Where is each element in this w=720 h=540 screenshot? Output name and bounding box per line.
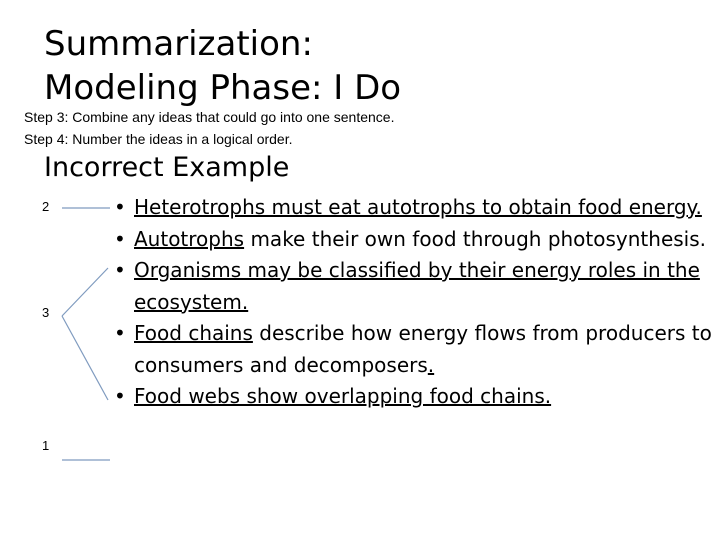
- bullet-4-end: .: [427, 352, 435, 377]
- bullet-1-underlined: Heterotrophs must eat autotrophs to obtain food energy.: [134, 195, 702, 219]
- order-number-third: 1: [42, 438, 50, 453]
- connector-line-3-upper: [62, 268, 108, 316]
- slide-title-line-2: Modeling Phase: I Do: [44, 68, 402, 108]
- list-item: [112, 381, 712, 413]
- step-4-instruction: Step 4: Number the ideas in a logical order.: [24, 131, 293, 147]
- bullet-5-underlined: Food webs show overlapping food chains.: [134, 384, 552, 408]
- step-3-instruction: Step 3: Combine any ideas that could go into one sentence.: [24, 109, 395, 125]
- subtitle: Incorrect Example: [44, 152, 290, 183]
- list-item: [112, 318, 712, 381]
- list-item: [112, 192, 712, 224]
- bullet-4-text: describe how energy flows from producers to consumers and decomposers: [134, 321, 712, 377]
- connector-line-3-lower: [62, 316, 108, 400]
- slide-title: [44, 22, 401, 110]
- bullet-2-text: make their own food through photosynthesis.: [244, 226, 707, 251]
- bullet-2-underlined: Autotrophs: [134, 226, 245, 251]
- bullet-3-underlined: Organisms may be classified by their energy roles in the ecosystem.: [134, 258, 700, 314]
- idea-list: [112, 192, 712, 413]
- slide-title-line-1: Summarization:: [44, 24, 313, 64]
- bullet-4-underlined: Food chains: [134, 321, 253, 345]
- list-item: [112, 224, 712, 256]
- order-number-first: 2: [42, 199, 50, 214]
- order-number-second: 3: [42, 305, 50, 320]
- list-item: [112, 255, 712, 318]
